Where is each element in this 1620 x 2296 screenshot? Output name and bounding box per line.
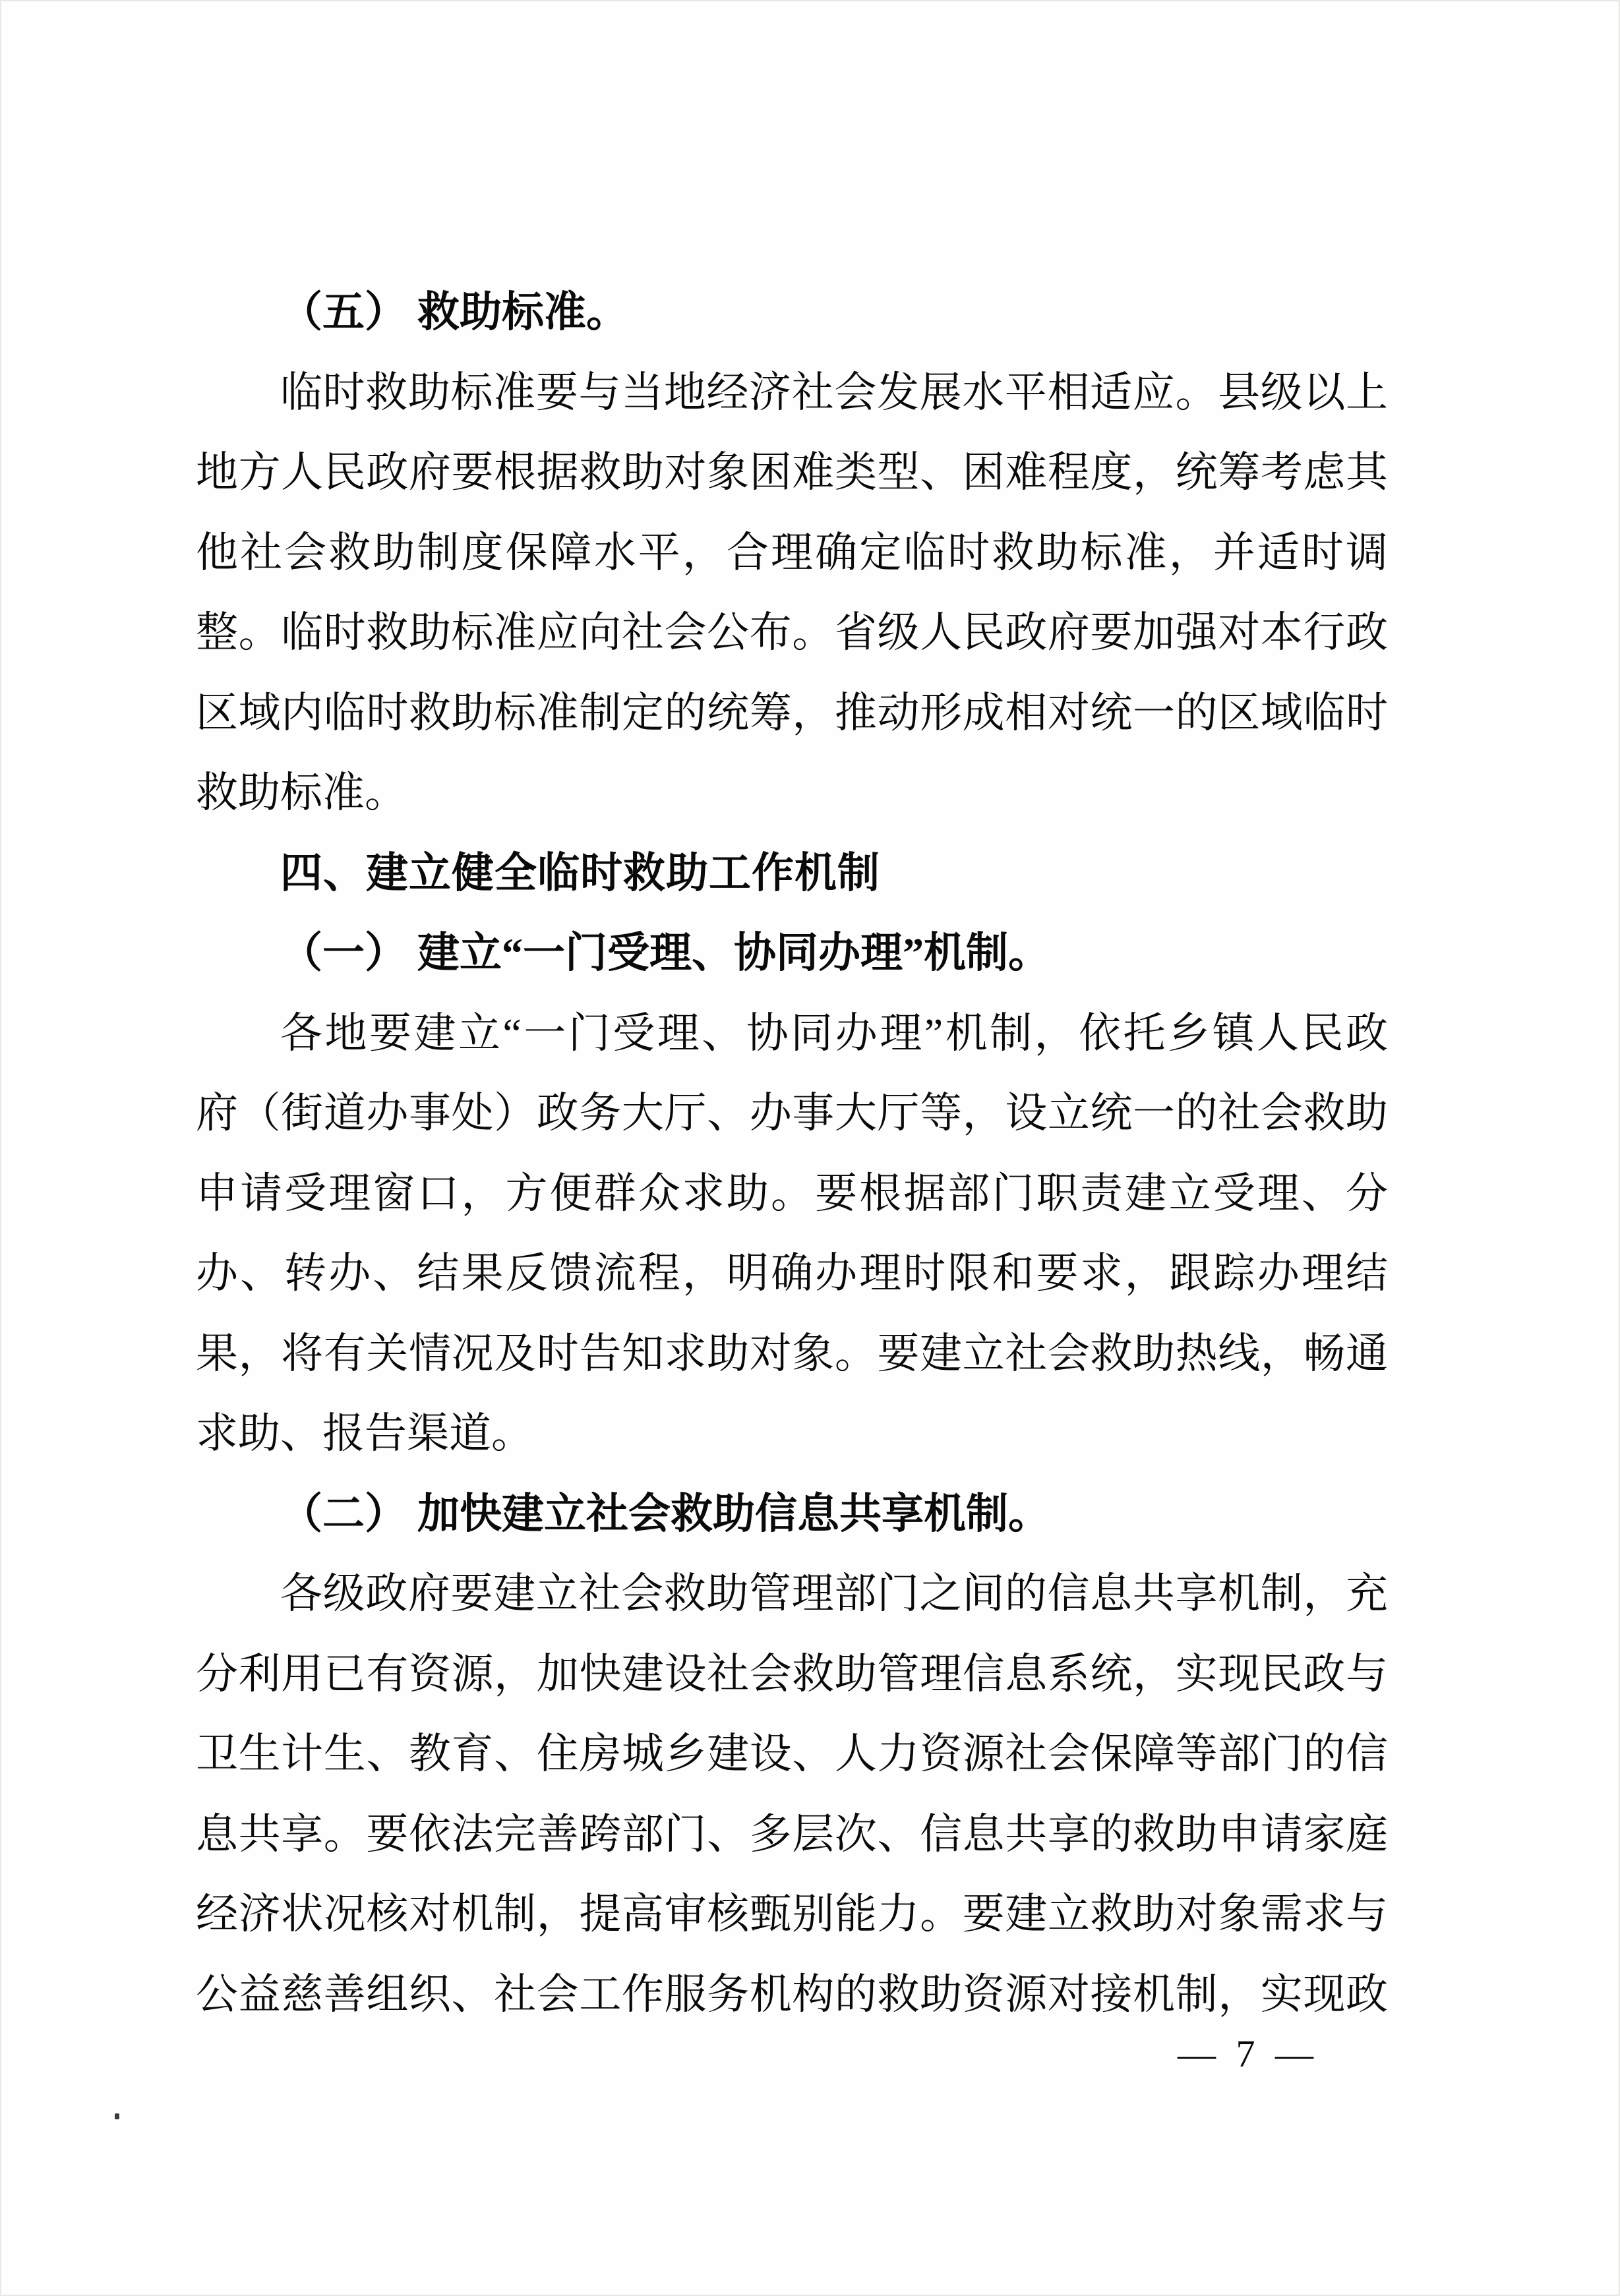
text-line: 息共享。要依法完善跨部门、多层次、信息共享的救助申请家庭 <box>196 1810 1388 1858</box>
text-line: 分利用已有资源，加快建设社会救助管理信息系统，实现民政与 <box>196 1650 1388 1697</box>
text-line: 区域内临时救助标准制定的统筹，推动形成相对统一的区域临时 <box>196 689 1388 736</box>
ink-dot-artifact <box>115 2113 119 2119</box>
document-text <box>196 272 1388 2034</box>
text-line: 救助标准。 <box>196 769 407 816</box>
text-line: （二） 加快建立社会救助信息共享机制。 <box>280 1490 1050 1537</box>
text-line: 各级政府要建立社会救助管理部门之间的信息共享机制，充 <box>280 1570 1388 1617</box>
text-line: 临时救助标准要与当地经济社会发展水平相适应。县级以上 <box>280 368 1388 416</box>
text-line: 办、转办、结果反馈流程，明确办理时限和要求，跟踪办理结 <box>196 1250 1388 1297</box>
text-line: 申请受理窗口，方便群众求助。要根据部门职责建立受理、分 <box>196 1169 1388 1217</box>
text-line: 果，将有关情况及时告知求助对象。要建立社会救助热线，畅通 <box>196 1330 1388 1377</box>
text-line: （一） 建立“一门受理、协同办理”机制。 <box>280 929 1050 976</box>
page-number: — 7 — <box>1178 2032 1319 2075</box>
text-line: 公益慈善组织、社会工作服务机构的救助资源对接机制，实现政 <box>196 1970 1388 2018</box>
text-line: 求助、报告渠道。 <box>196 1410 533 1457</box>
text-line: 府（街道办事处）政务大厅、办事大厅等，设立统一的社会救助 <box>196 1090 1388 1136</box>
text-line: 四、建立健全临时救助工作机制 <box>280 848 880 897</box>
text-line: 地方人民政府要根据救助对象困难类型、困难程度，统筹考虑其 <box>196 449 1388 496</box>
text-line: 卫生计生、教育、住房城乡建设、人力资源社会保障等部门的信 <box>196 1730 1388 1777</box>
text-line: 他社会救助制度保障水平，合理确定临时救助标准，并适时调 <box>196 529 1388 576</box>
text-line: 各地要建立“一门受理、协同办理”机制，依托乡镇人民政 <box>280 1009 1388 1057</box>
text-line: （五） 救助标准。 <box>280 289 628 336</box>
text-line: 经济状况核对机制，提高审核甄别能力。要建立救助对象需求与 <box>196 1891 1388 1937</box>
text-line: 整。临时救助标准应向社会公布。省级人民政府要加强对本行政 <box>196 609 1388 656</box>
